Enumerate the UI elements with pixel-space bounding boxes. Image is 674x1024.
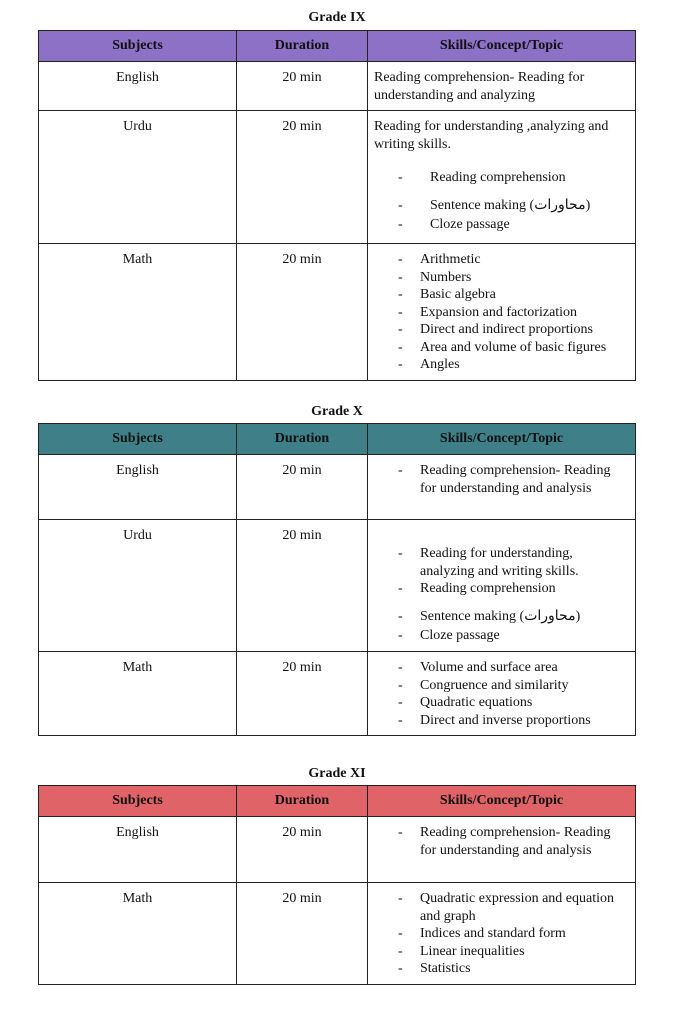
grade-x-title: Grade X [311,404,363,419]
subject-cell: Urdu [39,520,237,652]
list-item: - Area and volume of basic figures [374,339,629,357]
duration-cell: 20 min [237,520,368,652]
grade-ix-title: Grade IX [308,10,366,25]
table-row [39,520,636,652]
header-skills: Skills/Concept/Topic [368,31,636,62]
skills-cell: Reading comprehension- Reading for understanding and analyzing [368,62,636,111]
list-item: - Direct and inverse proportions [374,712,629,730]
list-item: - Cloze passage [374,627,629,645]
grade-ix-table [38,30,636,381]
skills-cell [368,652,636,736]
table-row [39,652,636,736]
list-item: - Congruence and similarity [374,677,629,695]
duration-cell: 20 min [237,62,368,111]
header-subjects: Subjects [39,786,237,817]
header-duration: Duration [237,424,368,455]
table-row [39,62,636,111]
duration-cell: 20 min [237,455,368,520]
grade-xi-title: Grade XI [308,766,366,781]
duration-cell: 20 min [237,817,368,883]
grade-xi-table [38,785,636,985]
skills-list [374,545,629,645]
header-skills: Skills/Concept/Topic [368,786,636,817]
subject-cell: Math [39,652,237,736]
subject-cell: Urdu [39,111,237,244]
table-row [39,455,636,520]
table-row [39,244,636,381]
list-item: - Indices and standard form [374,925,629,943]
subject-cell: English [39,62,237,111]
skills-list [374,169,629,234]
list-item: - Sentence making (محاورات) [374,608,629,626]
table-row [39,111,636,244]
list-item: - Reading for understanding, analyzing and writing skills. [374,545,629,580]
list-item: - Numbers [374,269,629,287]
list-item: - Statistics [374,960,629,978]
duration-cell: 20 min [237,111,368,244]
skills-cell [368,244,636,381]
skills-cell [368,520,636,652]
skills-cell [368,455,636,520]
list-item: - Sentence making (محاورات) [374,197,629,215]
duration-cell: 20 min [237,244,368,381]
skills-list [374,824,629,859]
skills-list [374,890,629,978]
list-item: - Expansion and factorization [374,304,629,322]
skills-list [374,462,629,497]
header-duration: Duration [237,31,368,62]
subject-cell: English [39,817,237,883]
list-item: - Basic algebra [374,286,629,304]
skills-cell [368,111,636,244]
table-row [39,883,636,985]
skills-list [374,659,629,729]
header-duration: Duration [237,786,368,817]
list-item: - Reading comprehension- Reading for understanding and analysis [374,824,629,859]
list-item: - Reading comprehension [374,169,629,187]
list-item: - Reading comprehension- Reading for understanding and analysis [374,462,629,497]
skills-cell [368,817,636,883]
subject-cell: Math [39,244,237,381]
list-item: - Quadratic equations [374,694,629,712]
table-row [39,817,636,883]
list-item: - Quadratic expression and equation and graph [374,890,629,925]
list-item: - Direct and indirect proportions [374,321,629,339]
list-item: - Arithmetic [374,251,629,269]
header-subjects: Subjects [39,424,237,455]
duration-cell: 20 min [237,652,368,736]
header-skills: Skills/Concept/Topic [368,424,636,455]
skills-cell [368,883,636,985]
list-item: - Angles [374,356,629,374]
skills-list [374,251,629,374]
list-item: - Volume and surface area [374,659,629,677]
skills-intro: Reading for understanding ,analyzing and writing skills. [374,119,609,152]
duration-cell: 20 min [237,883,368,985]
grade-x-table [38,423,636,736]
subject-cell: Math [39,883,237,985]
subject-cell: English [39,455,237,520]
list-item: - Cloze passage [374,216,629,234]
list-item: - Linear inequalities [374,943,629,961]
header-subjects: Subjects [39,31,237,62]
list-item: - Reading comprehension [374,580,629,598]
